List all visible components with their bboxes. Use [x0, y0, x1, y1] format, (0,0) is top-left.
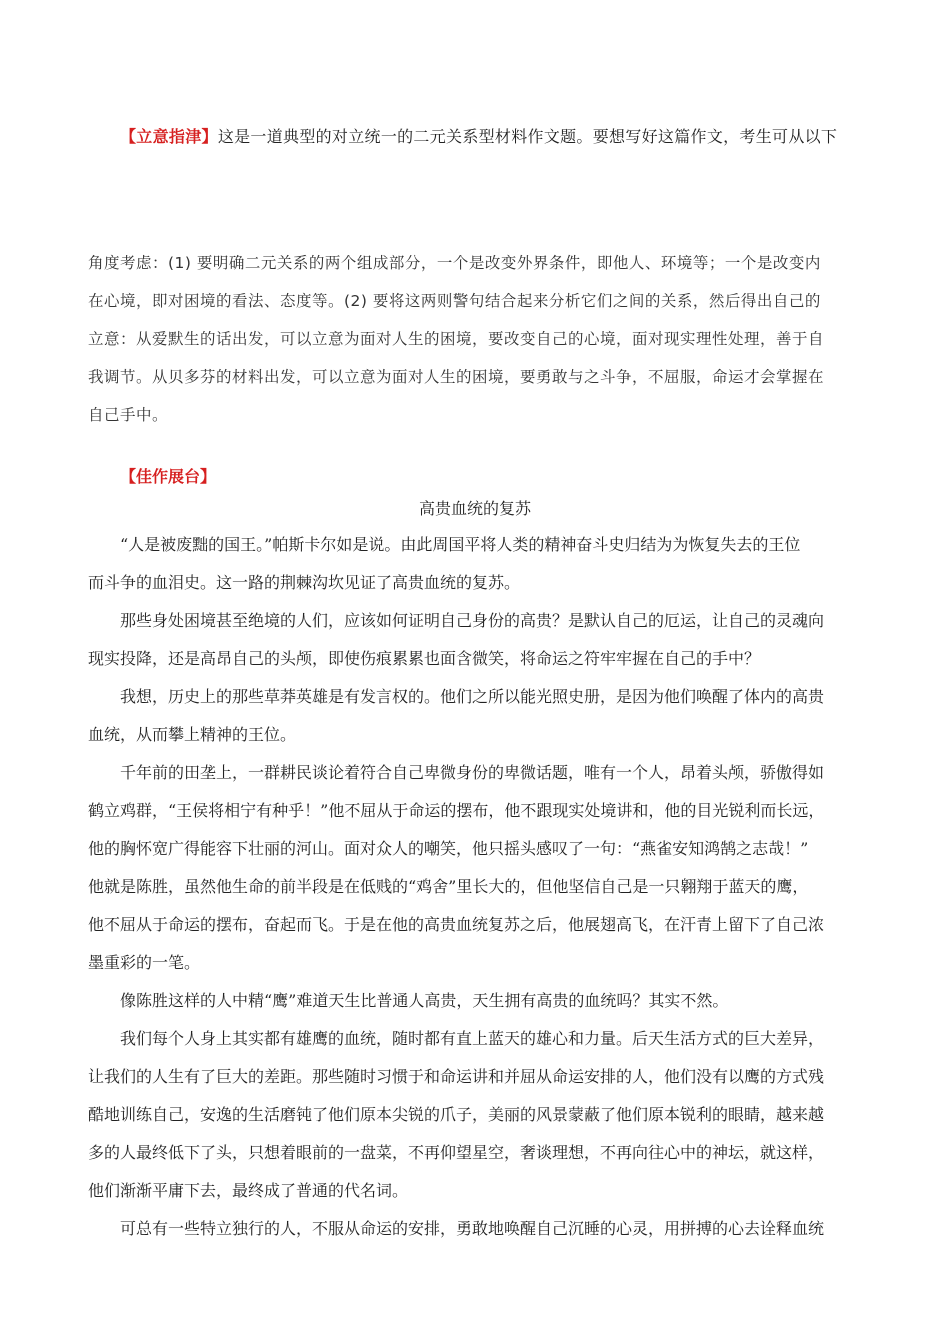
intro-paragraph [88, 118, 862, 156]
essay-line: 酷地训练自己，安逸的生活磨钝了他们原本尖锐的爪子，美丽的风景蒙蔽了他们原本锐利的眼睛，越来越 [88, 1105, 825, 1124]
essay-line: 鹤立鸡群，“王侯将相宁有种乎！”他不屈从于命运的摆布，他不跟现实处境讲和，他的目光锐利而长远， [88, 801, 825, 820]
analysis-section [88, 244, 862, 434]
essay-line: 墨重彩的一笔。 [88, 953, 201, 972]
essay-line: 他不屈从于命运的摆布，奋起而飞。于是在他的高贵血统复苏之后，他展翅高飞，在汗青上留下了自己浓 [88, 915, 825, 934]
analysis-line: 在心境，即对困境的看法、态度等。(2) 要将这两则警句结合起来分析它们之间的关系，然后得出自己的 [88, 292, 821, 310]
essay-line: 可总有一些特立独行的人，不服从命运的安排，勇敢地唤醒自己沉睡的心灵，用拼搏的心去诠释血统 [120, 1219, 825, 1238]
essay-line: 千年前的田垄上，一群耕民谈论着符合自己卑微身份的卑微话题，唯有一个人，昂着头颅，骄傲得如 [120, 763, 825, 782]
essay-line: 让我们的人生有了巨大的差距。那些随时习惯于和命运讲和并屈从命运安排的人，他们没有以鹰的方式残 [88, 1067, 825, 1086]
essay-line: “人是被废黜的国王。”帕斯卡尔如是说。由此周国平将人类的精神奋斗史归结为为恢复失去的王位 [120, 535, 801, 554]
analysis-line: 角度考虑：(1) 要明确二元关系的两个组成部分，一个是改变外界条件，即他人、环境等；一个是改变内 [88, 254, 821, 272]
essay-line: 而斗争的血泪史。这一路的荆棘沟坎见证了高贵血统的复苏。 [88, 573, 521, 592]
essay-line: 他们渐渐平庸下去，最终成了普通的代名词。 [88, 1181, 409, 1200]
essay-line: 像陈胜这样的人中精“鹰”难道天生比普通人高贵，天生拥有高贵的血统吗？其实不然。 [120, 991, 729, 1010]
analysis-line: 自己手中。 [88, 406, 169, 424]
essay-line: 他就是陈胜，虽然他生命的前半段是在低贱的“鸡舍”里长大的，但他坚信自己是一只翱翔于蓝天的鹰， [88, 877, 809, 896]
essay-line: 多的人最终低下了头，只想着眼前的一盘菜，不再仰望星空，奢谈理想，不再向往心中的神坛，就这样， [88, 1143, 825, 1162]
intro-text: 这是一道典型的对立统一的二元关系型材料作文题。要想写好这篇作文，考生可从以下 [217, 127, 838, 146]
essay-line: 现实投降，还是高昂自己的头颅，即使伤痕累累也面含微笑，将命运之符牢牢握在自己的手中？ [88, 649, 761, 668]
analysis-line: 立意：从爱默生的话出发，可以立意为面对人生的困境，要改变自己的心境，面对现实理性处理，善于自 [88, 330, 825, 348]
showcase-tag: 【佳作展台】 [120, 467, 217, 486]
essay-line: 血统，从而攀上精神的王位。 [88, 725, 297, 744]
intro-tag: 【立意指津】 [120, 127, 218, 146]
essay-line: 那些身处困境甚至绝境的人们，应该如何证明自己身份的高贵？是默认自己的厄运，让自己的灵魂向 [120, 611, 825, 630]
intro-section [88, 118, 862, 156]
essay-line: 我想，历史上的那些草莽英雄是有发言权的。他们之所以能光照史册，是因为他们唤醒了体内的高贵 [120, 687, 825, 706]
essay-line: 我们每个人身上其实都有雄鹰的血统，随时都有直上蓝天的雄心和力量。后天生活方式的巨大差异， [120, 1029, 825, 1048]
essay-body [88, 526, 862, 1248]
essay-line: 他的胸怀宽广得能容下壮丽的河山。面对众人的嘲笑，他只摇头感叹了一句：“燕雀安知鸿鹄之志哉！” [88, 839, 809, 858]
analysis-line: 我调节。从贝多芬的材料出发，可以立意为面对人生的困境，要勇敢与之斗争，不屈服，命运才会掌握在 [88, 368, 825, 386]
essay-title: 高贵血统的复苏 [418, 499, 531, 518]
